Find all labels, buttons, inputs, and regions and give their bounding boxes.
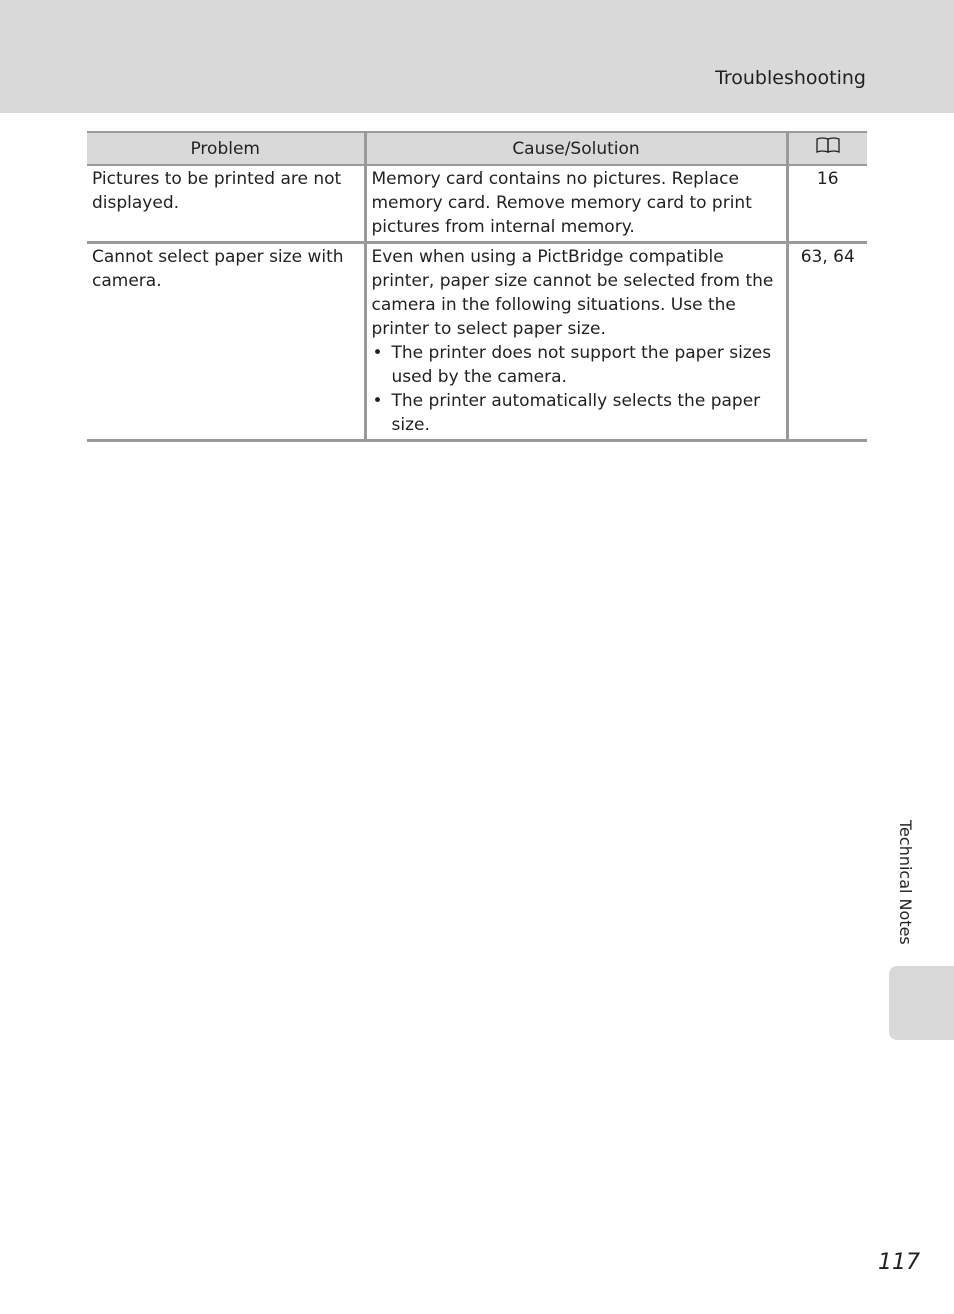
header-band — [0, 0, 954, 113]
cause-cell: Memory card contains no pictures. Replace memory card. Remove memory card to print pictures from internal memory. — [365, 165, 787, 243]
table-row — [87, 243, 867, 441]
cause-cell — [365, 243, 787, 441]
cause-column-header: Cause/Solution — [365, 132, 787, 165]
page-number: 117 — [878, 1250, 920, 1275]
bullet-item: • The printer does not support the paper sizes used by the camera. — [372, 341, 782, 389]
bullet-list — [372, 341, 782, 437]
side-tab — [889, 966, 954, 1040]
table-header-row — [87, 132, 867, 165]
page-reference-cell: 16 — [787, 165, 867, 243]
book-icon — [815, 136, 841, 161]
side-section-label: Technical Notes — [896, 820, 915, 945]
table-row — [87, 165, 867, 243]
problem-cell: Pictures to be printed are not displayed. — [87, 165, 365, 243]
section-title: Troubleshooting — [715, 67, 866, 89]
bullet-item: • The printer automatically selects the paper size. — [372, 389, 782, 437]
problem-cell: Cannot select paper size with camera. — [87, 243, 365, 441]
cause-text: Even when using a PictBridge compatible printer, paper size cannot be selected from the camera in the following situations. Use the printer to select paper size. — [371, 247, 774, 339]
page-reference-cell: 63, 64 — [787, 243, 867, 441]
troubleshooting-table — [87, 131, 867, 442]
problem-column-header: Problem — [87, 132, 365, 165]
page-reference-column-header — [787, 132, 867, 165]
